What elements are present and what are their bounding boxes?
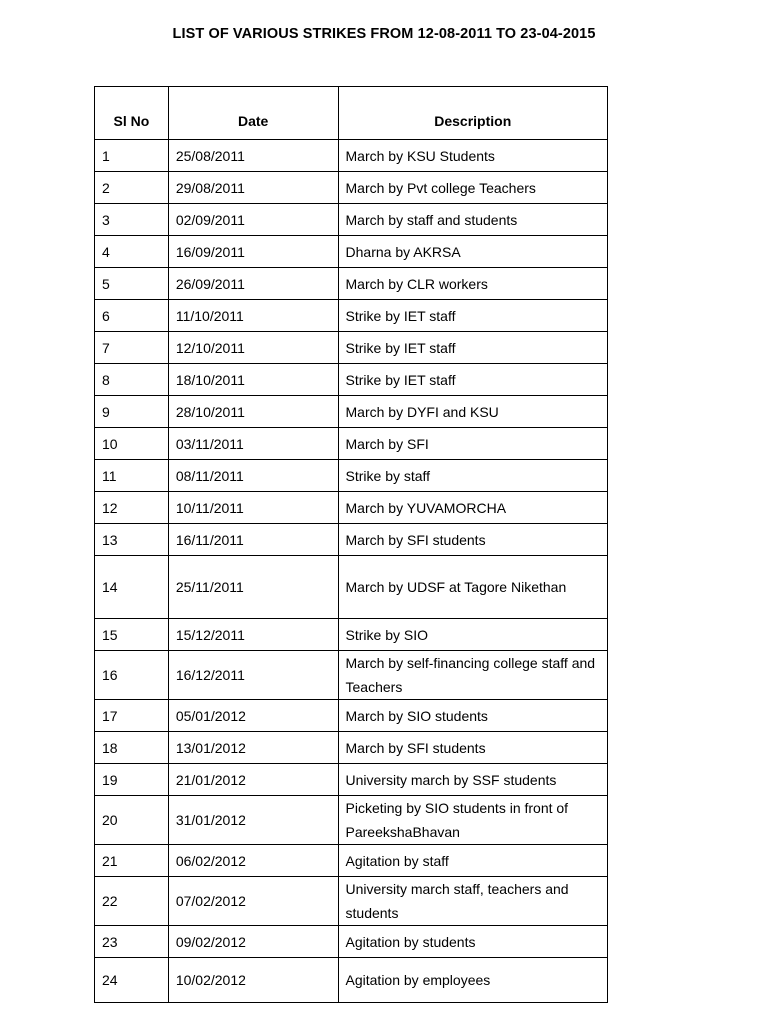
- cell-description: Strike by IET staff: [338, 300, 607, 332]
- cell-sl-no: 4: [95, 236, 169, 268]
- cell-description: University march by SSF students: [338, 764, 607, 796]
- table-row: [95, 172, 608, 204]
- table-row: [95, 845, 608, 877]
- cell-sl-no: 18: [95, 732, 169, 764]
- table-header: [95, 87, 608, 140]
- table-row: [95, 204, 608, 236]
- cell-date: 21/01/2012: [168, 764, 338, 796]
- table-row: [95, 236, 608, 268]
- cell-sl-no: 3: [95, 204, 169, 236]
- table-row: [95, 700, 608, 732]
- header-row: [95, 87, 608, 140]
- cell-date: 05/01/2012: [168, 700, 338, 732]
- table-row: [95, 877, 608, 926]
- cell-description: March by KSU Students: [338, 140, 607, 172]
- cell-description: March by CLR workers: [338, 268, 607, 300]
- cell-sl-no: 21: [95, 845, 169, 877]
- cell-description: Agitation by employees: [338, 958, 607, 1003]
- cell-sl-no: 13: [95, 524, 169, 556]
- cell-sl-no: 15: [95, 619, 169, 651]
- cell-date: 10/11/2011: [168, 492, 338, 524]
- cell-sl-no: 14: [95, 556, 169, 619]
- table-row: [95, 268, 608, 300]
- table-row: [95, 958, 608, 1003]
- cell-date: 26/09/2011: [168, 268, 338, 300]
- table-row: [95, 651, 608, 700]
- table-row: [95, 492, 608, 524]
- header-sl-no: Sl No: [95, 87, 169, 140]
- cell-sl-no: 16: [95, 651, 169, 700]
- cell-date: 15/12/2011: [168, 619, 338, 651]
- cell-description: March by Pvt college Teachers: [338, 172, 607, 204]
- table-row: [95, 428, 608, 460]
- cell-date: 29/08/2011: [168, 172, 338, 204]
- table-row: [95, 764, 608, 796]
- strikes-table: [94, 86, 608, 1003]
- cell-date: 06/02/2012: [168, 845, 338, 877]
- cell-description: Strike by staff: [338, 460, 607, 492]
- cell-date: 16/11/2011: [168, 524, 338, 556]
- cell-description: March by SFI students: [338, 524, 607, 556]
- cell-description: March by SFI: [338, 428, 607, 460]
- cell-description: March by DYFI and KSU: [338, 396, 607, 428]
- cell-description: March by YUVAMORCHA: [338, 492, 607, 524]
- cell-description: March by self-financing college staff and Teachers: [338, 651, 607, 700]
- cell-sl-no: 22: [95, 877, 169, 926]
- table-body: [95, 140, 608, 1003]
- cell-date: 25/08/2011: [168, 140, 338, 172]
- cell-description: Strike by SIO: [338, 619, 607, 651]
- cell-description: March by SIO students: [338, 700, 607, 732]
- cell-date: 13/01/2012: [168, 732, 338, 764]
- cell-description: March by SFI students: [338, 732, 607, 764]
- cell-sl-no: 9: [95, 396, 169, 428]
- cell-sl-no: 2: [95, 172, 169, 204]
- cell-description: March by staff and students: [338, 204, 607, 236]
- cell-date: 16/09/2011: [168, 236, 338, 268]
- cell-description: Agitation by students: [338, 926, 607, 958]
- cell-date: 02/09/2011: [168, 204, 338, 236]
- cell-sl-no: 23: [95, 926, 169, 958]
- table-row: [95, 926, 608, 958]
- cell-sl-no: 11: [95, 460, 169, 492]
- table-row: [95, 556, 608, 619]
- cell-description: University march staff, teachers and students: [338, 877, 607, 926]
- header-date: Date: [168, 87, 338, 140]
- cell-description: Strike by IET staff: [338, 332, 607, 364]
- cell-date: 28/10/2011: [168, 396, 338, 428]
- cell-sl-no: 17: [95, 700, 169, 732]
- cell-sl-no: 24: [95, 958, 169, 1003]
- table-row: [95, 460, 608, 492]
- cell-date: 31/01/2012: [168, 796, 338, 845]
- document-title: LIST OF VARIOUS STRIKES FROM 12-08-2011 TO 23-04-2015: [172, 26, 596, 42]
- cell-description: Agitation by staff: [338, 845, 607, 877]
- cell-sl-no: 8: [95, 364, 169, 396]
- table-row: [95, 796, 608, 845]
- table-row: [95, 619, 608, 651]
- cell-date: 16/12/2011: [168, 651, 338, 700]
- cell-sl-no: 1: [95, 140, 169, 172]
- cell-description: Picketing by SIO students in front of PareekshaBhavan: [338, 796, 607, 845]
- cell-sl-no: 6: [95, 300, 169, 332]
- cell-date: 12/10/2011: [168, 332, 338, 364]
- table-row: [95, 396, 608, 428]
- header-description: Description: [338, 87, 607, 140]
- table-row: [95, 524, 608, 556]
- table-row: [95, 140, 608, 172]
- cell-date: 18/10/2011: [168, 364, 338, 396]
- cell-sl-no: 10: [95, 428, 169, 460]
- cell-date: 11/10/2011: [168, 300, 338, 332]
- cell-description: March by UDSF at Tagore Nikethan: [338, 556, 607, 619]
- cell-sl-no: 12: [95, 492, 169, 524]
- cell-sl-no: 5: [95, 268, 169, 300]
- cell-sl-no: 19: [95, 764, 169, 796]
- cell-sl-no: 20: [95, 796, 169, 845]
- cell-date: 07/02/2012: [168, 877, 338, 926]
- cell-date: 10/02/2012: [168, 958, 338, 1003]
- cell-date: 25/11/2011: [168, 556, 338, 619]
- cell-description: Dharna by AKRSA: [338, 236, 607, 268]
- cell-date: 03/11/2011: [168, 428, 338, 460]
- table-row: [95, 364, 608, 396]
- cell-description: Strike by IET staff: [338, 364, 607, 396]
- table-row: [95, 732, 608, 764]
- table-row: [95, 332, 608, 364]
- table-row: [95, 300, 608, 332]
- cell-date: 08/11/2011: [168, 460, 338, 492]
- cell-date: 09/02/2012: [168, 926, 338, 958]
- cell-sl-no: 7: [95, 332, 169, 364]
